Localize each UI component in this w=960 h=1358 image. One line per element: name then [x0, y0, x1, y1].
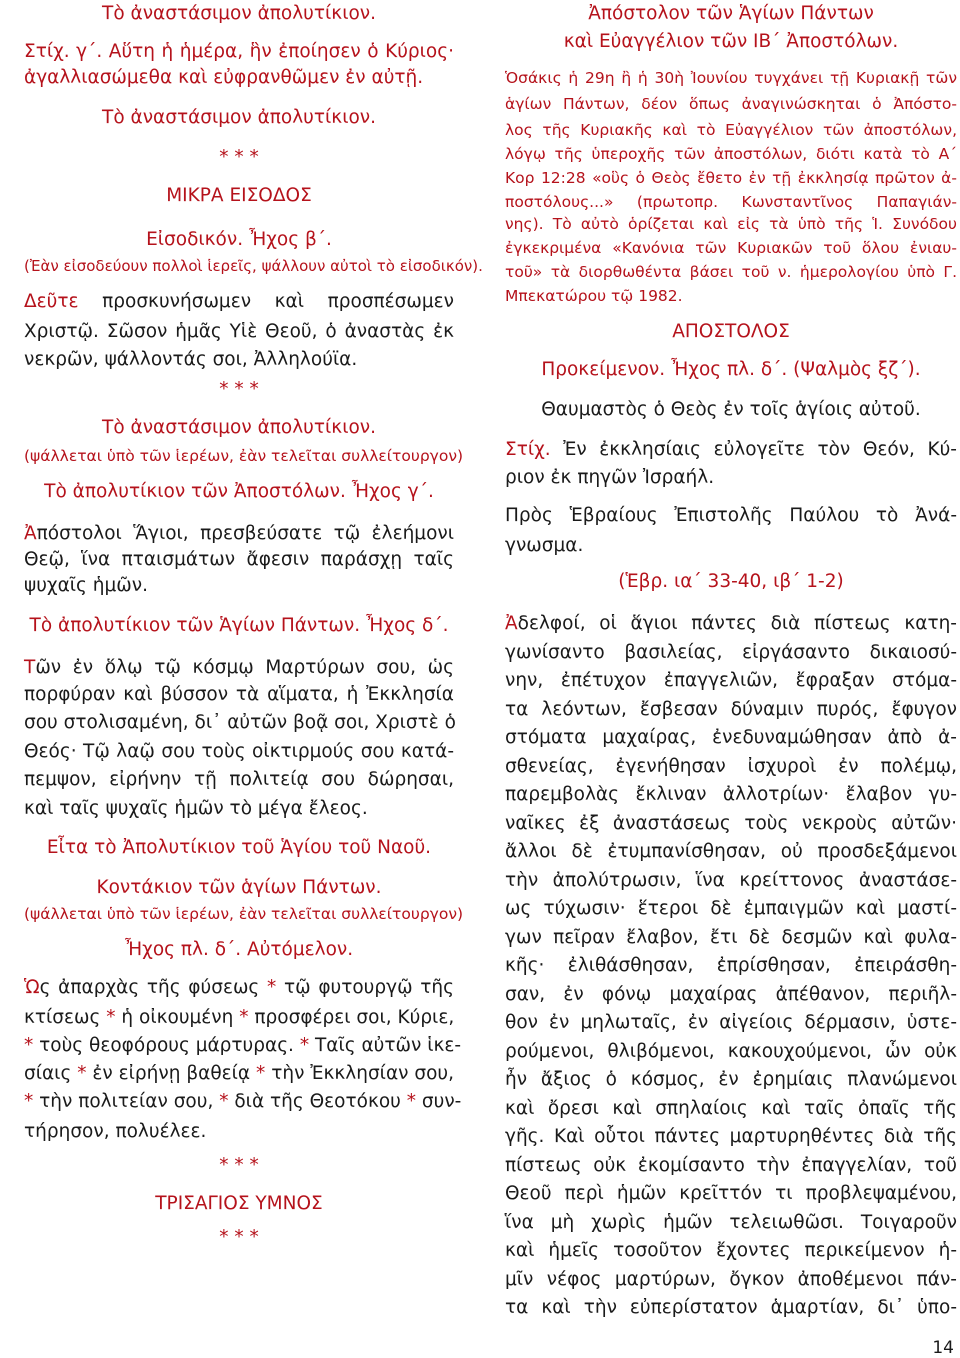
heading-trisagion: ΤΡΙΣΑΓΙΟΣ ΥΜΝΟΣ	[155, 1193, 323, 1214]
meter-star: *	[256, 1063, 266, 1084]
verse-label: Στίχ.	[505, 439, 551, 460]
rubric-resurrection-apolytikion: Τὸ ἀναστάσιμον ἀπολυτίκιον.	[102, 3, 376, 24]
hymn-text: προσκυνήσωμεν καὶ προσπέσωμεν	[102, 291, 454, 312]
hymn-line	[24, 522, 454, 546]
heading-apostolos: ΑΠΟΣΤΟΛΟΣ	[672, 321, 790, 342]
hymn-text: διὰ τῆς Θεοτόκου	[234, 1091, 401, 1112]
rubric-note-line: ἐγκεκριμένα «Κανόνια τῶν Κυριακῶν τοῦ ὅλου ἐνιαυ-	[505, 239, 957, 257]
reading-line: μῖν νέφος μαρτύρων, ὄγκον ἀποθέμενοι πάν-	[505, 1269, 957, 1290]
separator-stars: * * *	[219, 1155, 259, 1176]
meter-star: *	[24, 1091, 34, 1112]
hymn-line: τήρησον, πολυέλεε.	[24, 1121, 207, 1142]
hymn-text: Ταῖς αὐτῶν ἱκε-	[314, 1035, 462, 1056]
rubric-note-line: λόγῳ τῆς ὑπεροχῆς τῶν ἀποστόλων, διότι κατὰ τὸ Α΄	[505, 145, 957, 163]
reading-line: γωνίσαντο βασιλείας, εἰργάσαντο δικαιοσύ-	[505, 642, 957, 663]
hymn-line: Θεός· Τῷ λαῷ σου τοὺς οἰκτιρμούς σου κατά-	[24, 741, 454, 762]
meter-star: *	[106, 1007, 116, 1028]
prokeimenon-text: Θαυμαστὸς ὁ Θεὸς ἐν τοῖς ἁγίοις αὐτοῦ.	[541, 399, 921, 420]
reading-line: καὶ ἡμεῖς τοσοῦτον ἔχοντες περικείμενον ἡ-	[505, 1240, 957, 1261]
reading-line: ως τύχωσιν· ἕτεροι δὲ ἐμπαιγμῶν καὶ μαστί-	[505, 898, 957, 919]
meter-star: *	[406, 1091, 417, 1112]
hymn-text: σίαις	[24, 1063, 72, 1084]
reading-line: σθενείας, ἐγενήθησαν ἰσχυροὶ ἐν πολέμῳ,	[505, 756, 957, 777]
hymn-line: καὶ ταῖς ψυχαῖς ἡμῶν τὸ μέγα ἔλεος.	[24, 798, 368, 819]
hymn-text: τοὺς θεοφόρους μάρτυρας.	[39, 1035, 294, 1056]
meter-star: *	[77, 1063, 87, 1084]
hymn-line	[24, 290, 454, 314]
separator-stars: * * *	[219, 1227, 259, 1248]
hymn-line: νεκρῶν, ψάλλοντάς σοι, Ἀλληλούϊα.	[24, 349, 358, 370]
rubric-note-line: ποστόλους...» (πρωτοπρ. Κωνσταντῖνος Παπαγιάν-	[505, 193, 957, 211]
rubric-tone: Ἦχος πλ. δ΄. Αὐτόμελον.	[124, 939, 354, 960]
initial-word: Δεῦτε	[24, 291, 79, 312]
hymn-text: προσφέρει σοι, Κύριε,	[254, 1007, 455, 1028]
rubric-note-priests: (Ἐὰν εἰσοδεύουν πολλοὶ ἱερεῖς, ψάλλουν αὐτοὶ τὸ εἰσοδικόν).	[24, 257, 483, 275]
rubric-temple-saint: Εἶτα τὸ Ἀπολυτίκιον τοῦ Ἁγίου τοῦ Ναοῦ.	[46, 837, 432, 858]
rubric-note-line: Ὁσάκις ἡ 29η ἢ ἡ 30ὴ Ἰουνίου τυγχάνει τῇ Κυριακῇ τῶν	[505, 69, 957, 87]
rubric-note-line: νης). Τὸ αὐτὸ ὁρίζεται καὶ εἰς τὰ ὑπὸ τῆς Ἱ. Συνόδου	[505, 215, 957, 233]
reading-line: γων πεῖραν ἔλαβον, ἔτι δὲ δεσμῶν καὶ φυλα-	[505, 927, 957, 948]
page-number: 14	[932, 1338, 954, 1358]
separator-stars: * * *	[219, 147, 259, 168]
meter-star: *	[267, 977, 277, 998]
verse-line: ριον ἐκ πηγῶν Ἰσραήλ.	[505, 467, 715, 488]
rubric-resurrection-apolytikion-3: Τὸ ἀναστάσιμον ἀπολυτίκιον.	[102, 417, 376, 438]
hymn-line: Χριστῷ. Σῶσον ἡμᾶς Υἱὲ Θεοῦ, ὁ ἀναστὰς ἐκ	[24, 321, 454, 342]
reading-line	[505, 612, 957, 636]
heading-apostle-gospel: Ἀπόστολον τῶν Ἁγίων Πάντων	[588, 3, 874, 24]
reading-line: θον ἐν μηλωταῖς, ἐν αἰγείοις δέρμασιν, ὑστε-	[505, 1012, 957, 1033]
hymn-text: κτίσεως	[24, 1007, 101, 1028]
meter-star: *	[219, 1091, 229, 1112]
hymn-line	[24, 1090, 462, 1114]
meter-star: *	[24, 1035, 34, 1056]
hymn-line: πεμψον, εἰρήνην τῇ πολιτείᾳ σου δώρησαι,	[24, 769, 454, 790]
reading-title-cont: γνωσμα.	[505, 535, 584, 556]
rubric-note-line: λος τῆς Κυριακῆς καὶ τὸ Εὐαγγέλιον τῶν ἀποστόλων,	[505, 121, 957, 139]
verse-3: Στίχ. γ΄. Αὕτη ἡ ἡμέρα, ἣν ἐποίησεν ὁ Κύριος·	[24, 41, 454, 62]
hymn-text: ἡ οἰκουμένη	[121, 1007, 234, 1028]
meter-star: *	[299, 1035, 310, 1056]
reading-line: κῆς· ἐλιθάσθησαν, ἐπρίσθησαν, ἐπειράσθη-	[505, 955, 957, 976]
rubric-note-concelebration: (ψάλλεται ὑπὸ τῶν ἱερέων, ἐὰν τελεῖται συλλείτουργον)	[24, 905, 464, 923]
hymn-line: σου στολισαμένη, δι᾽ αὐτῶν βοᾷ σοι, Χριστὲ ὁ	[24, 712, 456, 733]
initial-letter: Ἀ	[505, 613, 518, 634]
rubric-resurrection-apolytikion-2: Τὸ ἀναστάσιμον ἀπολυτίκιον.	[102, 107, 376, 128]
rubric-eisodikon: Εἰσοδικόν. Ἦχος β΄.	[146, 229, 332, 250]
meter-star: *	[239, 1007, 249, 1028]
reading-text: δελφοί, οἱ ἅγιοι πάντες διὰ πίστεως κατη-	[517, 613, 957, 634]
hymn-line	[24, 1062, 454, 1086]
reading-reference: (Ἑβρ. ια΄ 33-40, ιβ΄ 1-2)	[618, 571, 844, 592]
hymn-line	[24, 1006, 454, 1030]
reading-line: ρούμενοι, θλιβόμενοι, κακουχούμενοι, ὧν οὐκ	[505, 1041, 957, 1062]
hymn-text: τὴν πολιτείαν σου,	[39, 1091, 214, 1112]
reading-line: ἵνα μὴ χωρὶς ἡμῶν τελειωθῶσι. Τοιγαροῦν	[505, 1212, 957, 1233]
reading-line: νην, ἐπέτυχον ἐπαγγελιῶν, ἔφραξαν στόμα-	[505, 670, 957, 691]
reading-line: ἄλλοι δὲ ἐτυμπανίσθησαν, οὐ προσδεξάμενοι	[505, 841, 957, 862]
reading-line: ναῖκες ἐξ ἀναστάσεως τοὺς νεκροὺς αὐτῶν·	[505, 813, 957, 834]
rubric-note-line: Μπεκατώρου τῷ 1982.	[505, 287, 683, 305]
initial-letter: Ἀ	[24, 523, 37, 544]
hymn-text: ς ἀπαρχὰς τῆς φύσεως	[39, 977, 260, 998]
hymn-text: ῶν ἐν ὅλῳ τῷ κόσμῳ Μαρτύρων σου, ὡς	[35, 657, 454, 678]
verse-3-cont: ἀγαλλιασώμεθα καὶ εὐφρανθῶμεν ἐν αὐτῇ.	[24, 67, 424, 88]
hymn-text: ἐν εἰρήνῃ βαθείᾳ	[92, 1063, 251, 1084]
verse-line	[505, 438, 957, 462]
reading-line: πίστεως οὐκ ἐκομίσαντο τὴν ἐπαγγελίαν, τοῦ	[505, 1155, 957, 1176]
hymn-line	[24, 976, 454, 1000]
hymn-text: συν-	[421, 1091, 462, 1112]
reading-line: παρεμβολὰς ἔκλιναν ἀλλοτρίων· ἔλαβον γυ-	[505, 784, 957, 805]
reading-line: Θεοῦ περὶ ἡμῶν κρεῖττόν τι προβλεψαμένου,	[505, 1183, 957, 1204]
initial-letter: Τ	[24, 657, 36, 678]
hymn-text: πόστολοι Ἅγιοι, πρεσβεύσατε τῷ ἐλεήμονι	[36, 523, 454, 544]
hymn-line	[24, 1034, 462, 1058]
verse-text: Ἐν ἐκκλησίαις εὐλογεῖτε τὸν Θεόν, Κύ-	[563, 439, 957, 460]
rubric-kontakion: Κοντάκιον τῶν ἁγίων Πάντων.	[96, 877, 382, 898]
reading-line: τα καὶ τὴν εὐπερίστατον ἁμαρτίαν, δι᾽ ὑπο-	[505, 1297, 957, 1318]
reading-line: ἦν ἄξιος ὁ κόσμος, ἐν ἐρημίαις πλανώμενοι	[505, 1069, 957, 1090]
rubric-note-line: Κορ 12:28 «οὓς ὁ Θεὸς ἔθετο ἐν τῇ ἐκκλησίᾳ πρῶτον ἀ-	[505, 169, 957, 187]
reading-line: γῆς. Καὶ οὗτοι πάντες μαρτυρηθέντες διὰ τῆς	[505, 1126, 957, 1147]
hymn-text: τὴν Ἐκκλησίαν σου,	[271, 1063, 455, 1084]
heading-apostle-gospel-cont: καὶ Εὐαγγέλιον τῶν ΙΒ΄ Ἀποστόλων.	[563, 31, 899, 52]
heading-little-entrance: ΜΙΚΡΑ ΕΙΣΟΔΟΣ	[166, 185, 312, 206]
reading-line: τὴν ἀπολύτρωσιν, ἵνα κρείττονος ἀναστάσε-	[505, 870, 957, 891]
hymn-line: ψυχαῖς ἡμῶν.	[24, 575, 148, 596]
reading-line: τα λεόντων, ἔσβεσαν δύναμιν πυρός, ἔφυγον	[505, 699, 957, 720]
separator-stars: * * *	[219, 379, 259, 400]
reading-line: σαν, ἐν φόνῳ μαχαίρας ἀπέθανον, περιῆλ-	[505, 984, 957, 1005]
reading-line: στόματα μαχαίρας, ἐνεδυναμώθησαν ἀπὸ ἀ-	[505, 727, 957, 748]
reading-title: Πρὸς Ἑβραίους Ἐπιστολῆς Παύλου τὸ Ἀνά-	[505, 505, 957, 526]
rubric-note-concelebration: (ψάλλεται ὑπὸ τῶν ἱερέων, ἐὰν τελεῖται συλλείτουργον)	[24, 447, 464, 465]
rubric-note-line: τοῦ» τὰ διορθωθέντα βάσει τοῦ ν. ἡμερολογίου ὑπὸ Γ.	[505, 263, 957, 281]
rubric-apostles-apolytikion: Τὸ ἀπολυτίκιον τῶν Ἀποστόλων. Ἦχος γ΄.	[44, 481, 434, 502]
rubric-note-line: ἁγίων Πάντων, δέον ὅπως ἀναγινώσκηται ὁ Ἀπόστο-	[505, 95, 957, 113]
hymn-line: πορφύραν καὶ βύσσον τὰ αἵματα, ἡ Ἐκκλησία	[24, 684, 454, 705]
initial-letter: Ὡ	[24, 977, 40, 998]
reading-line: καὶ ὄρεσι καὶ σπηλαίοις καὶ ταῖς ὀπαῖς τῆς	[505, 1098, 957, 1119]
hymn-line	[24, 656, 454, 680]
rubric-prokeimenon: Προκείμενον. Ἦχος πλ. δ΄. (Ψαλμὸς ξζ΄).	[541, 359, 921, 380]
rubric-all-saints-apolytikion: Τὸ ἀπολυτίκιον τῶν Ἁγίων Πάντων. Ἦχος δ΄.	[29, 615, 449, 636]
hymn-text: τῷ φυτουργῷ τῆς	[283, 977, 454, 998]
hymn-line: Θεῷ, ἵνα πταισμάτων ἄφεσιν παράσχῃ ταῖς	[24, 549, 454, 570]
